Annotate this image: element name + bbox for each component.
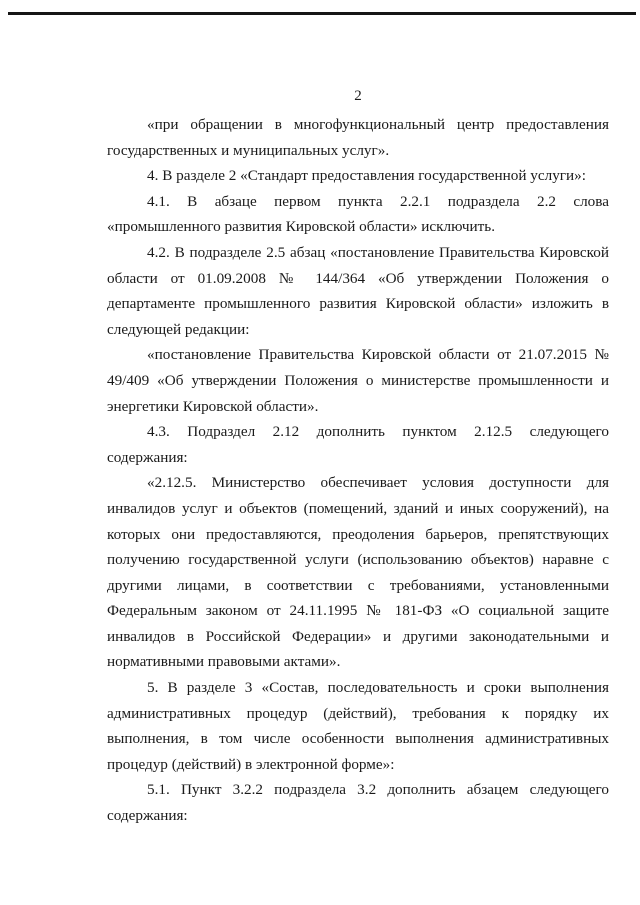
paragraph: 4.1. В абзаце первом пункта 2.2.1 подраздела 2.2 слова «промышленного развития Кировской области» исключить.: [107, 192, 609, 236]
top-border-line: [8, 12, 636, 15]
paragraph: «при обращении в многофункциональный центр предоставления государственных и муниципальных услуг».: [107, 116, 609, 159]
paragraph: 5. В разделе 3 «Состав, последовательность и сроки выполнения административных процедур (действий), требования к порядку их выполнения, в том числе особенности выполнения административных процедур (действий) в электронной форме»:: [107, 679, 609, 773]
document-body: [107, 112, 609, 829]
paragraph: 4. В разделе 2 «Стандарт предоставления государственной услуги»:: [147, 167, 586, 185]
paragraph: 5.1. Пункт 3.2.2 подраздела 3.2 дополнить абзацем следующего содержания:: [107, 781, 609, 825]
paragraph: «2.12.5. Министерство обеспечивает условия доступности для инвалидов услуг и объектов (помещений, зданий и иных сооружений), на которых они предоставляются, преодоления барьеров, препятствующих получению государственной услуги (использованию объектов) наравне с другими лицами, в соответствии с требованиями, установленными Федеральным законом от 24.11.1995 № 181-ФЗ «О социальной защите инвалидов в Российской Федерации» и другими законодательными и нормативными правовыми актами».: [107, 474, 609, 671]
paragraph: «постановление Правительства Кировской области от 21.07.2015 № 49/409 «Об утверждении Положения о министерстве промышленности и энергетики Кировской области».: [107, 346, 609, 415]
paragraph: 4.3. Подраздел 2.12 дополнить пунктом 2.12.5 следующего содержания:: [107, 423, 609, 466]
paragraph: 4.2. В подразделе 2.5 абзац «постановление Правительства Кировской области от 01.09.2008 № 144/364 «Об утверждении Положения о департаменте промышленного развития Кировской области» изложить в следующей редакции:: [107, 243, 609, 338]
page-number: 2: [354, 88, 362, 104]
